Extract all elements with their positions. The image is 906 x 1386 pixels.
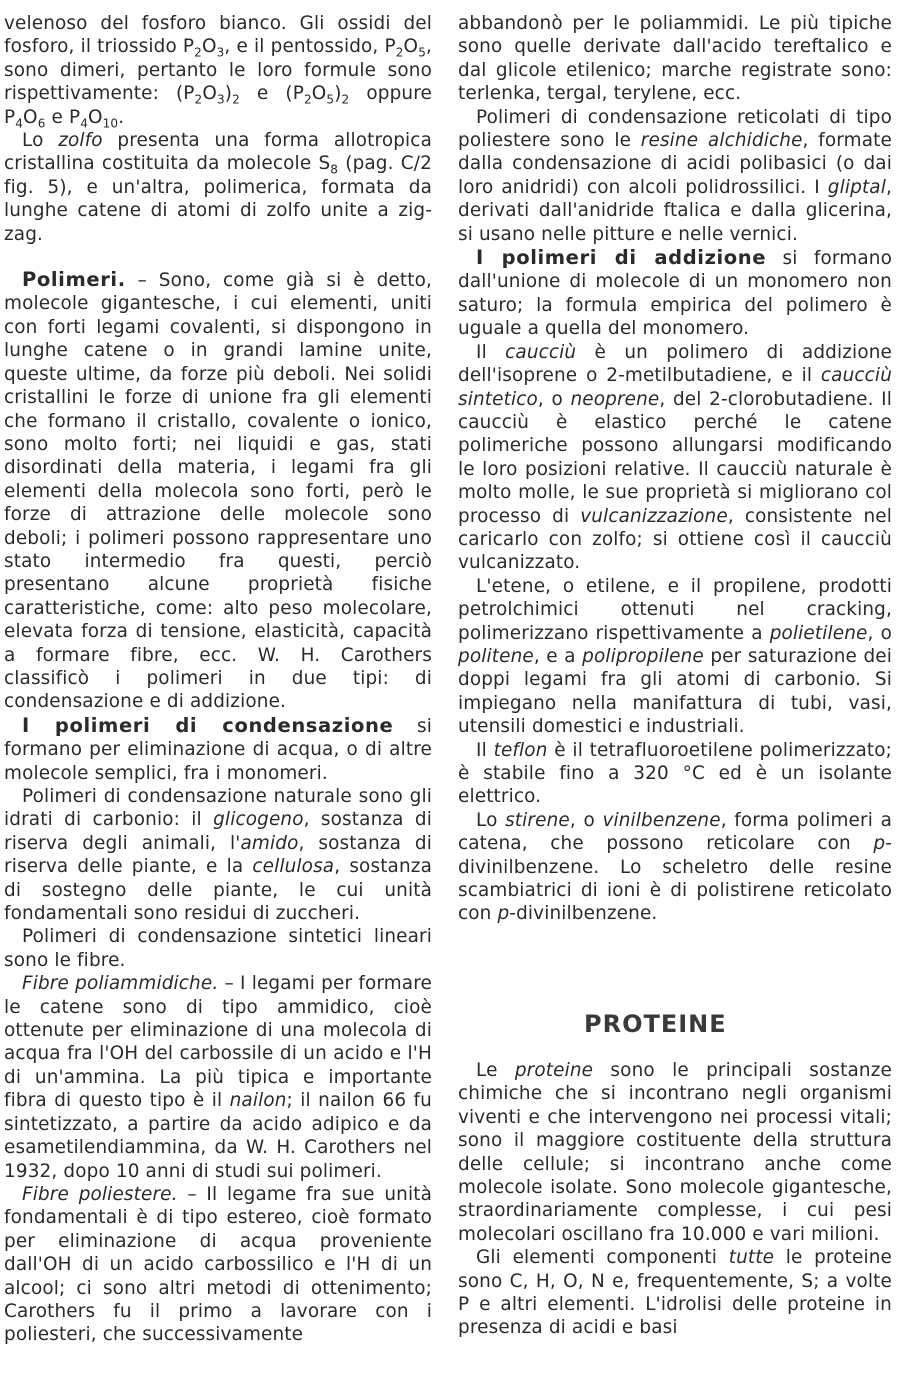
subscript: 2 <box>341 92 350 107</box>
subscript: 2 <box>194 46 202 61</box>
paragraph-synthetic-fibres <box>4 925 432 972</box>
text-run: , e a <box>533 645 583 667</box>
text-run: L'etene, o etilene, e il propilene, prodotti petrolchimici ottenuti nel cracking, polimerizzano rispettivamente a <box>458 575 892 644</box>
italic-term: stirene <box>505 809 570 831</box>
text-run: ; il nailon 66 fu sintetizzato, a partire da acido adipico e da esametilendiammina, da W. H. Carothers nel 1932, dopo 10 anni di studi sui polimeri. <box>4 1090 432 1182</box>
text-run: si formano per eliminazione di acqua, o di altre molecole semplici, fra i monomeri. <box>4 715 432 784</box>
section-title-proteine: PROTEINE <box>584 1010 727 1038</box>
text-run: O <box>311 83 327 105</box>
text-run: Lo <box>22 130 59 152</box>
paragraph-teflon <box>458 739 892 809</box>
text-run: ) <box>334 83 342 105</box>
italic-term: p <box>497 903 510 925</box>
text-run: sono le principali sostanze chimiche che si incontrano negli organismi viventi e che intervengono nei processi vitali; sono il maggiore costituente della struttura delle cellule; si incontrano anche come molecole isolate. Sono molecole gigantesche, straordinariamente complesse, i cui pesi molecolari oscillano fra 10.000 e vari milioni. <box>458 1060 892 1245</box>
italic-term: tutte <box>728 1247 775 1269</box>
paragraph-proteine-intro <box>458 1059 892 1246</box>
text-run: , sostanza di riserva degli animali, l' <box>4 809 432 854</box>
text-run: -divinilbenzene. <box>509 903 658 925</box>
right-column <box>458 12 892 926</box>
text-run: Polimeri di condensazione reticolati di tipo poliestere sono le <box>458 106 892 152</box>
paragraph-polyester-continued <box>458 12 892 106</box>
paragraph-proteine-elements <box>458 1246 892 1340</box>
italic-term: glicogeno <box>213 809 304 831</box>
paragraph-alkyd-resins <box>458 106 892 246</box>
paragraph-natural-condensation <box>4 785 432 925</box>
text-run: , sono dimeri, pertanto le loro formule sono rispettivamente: (P <box>4 36 432 105</box>
italic-term: polipropilene <box>582 645 704 667</box>
text-run: -divinilbenzene. Lo scheletro delle resine scambiatrici di ioni è di polistirene reticolato con <box>458 833 892 925</box>
right-column-proteine <box>458 1059 892 1340</box>
text-run: . <box>118 106 125 128</box>
text-run: , o <box>537 388 571 410</box>
text-run: , formate dalla condensazione di acidi polibasici (o dai loro anidridi) con alcoli polidrossilici. I <box>458 130 892 198</box>
subscript: 4 <box>15 116 24 131</box>
text-run: Polimeri di condensazione sintetici lineari sono le fibre. <box>4 926 432 971</box>
italic-term: teflon <box>493 739 548 761</box>
italic-term: resine alchidiche <box>640 130 803 152</box>
text-run: velenoso del fosforo bianco. Gli ossidi del fosforo, il triossido P <box>4 13 432 58</box>
text-run: , del 2-clorobutadiene. Il caucciù è elastico perché le catene polimeriche possono allungarsi modificando le loro posizioni relative. Il caucciù naturale è molto molle, le sue proprietà si migliorano col processo di <box>458 388 892 527</box>
subscript: 10 <box>102 116 119 131</box>
text-run: , derivati dall'anidride ftalica e dalla glicerina, si usano nelle pitture e nelle vernici. <box>458 176 892 245</box>
text-run: , sostanza di riserva delle piante, e la <box>4 832 432 878</box>
text-run: Le <box>476 1060 515 1081</box>
subscript: 5 <box>418 46 426 61</box>
subscript: 4 <box>80 116 88 131</box>
paragraph-styrene <box>458 809 892 926</box>
paragraph-phosphorus-oxides <box>4 12 432 129</box>
italic-term: proteine <box>514 1060 594 1081</box>
text-run: O <box>403 36 419 58</box>
italic-term: p <box>873 833 886 855</box>
text-run: è il tetrafluoroetilene polimerizzato; è stabile fino a 320 °C ed è un isolante elettrico. <box>458 739 892 808</box>
italic-term: amido <box>240 832 299 854</box>
text-run: Il <box>476 341 506 363</box>
text-run: Lo <box>476 809 506 831</box>
italic-subheading: Fibre poliestere. <box>22 1183 178 1205</box>
italic-term: gliptal <box>827 176 886 198</box>
italic-term: cellulosa <box>252 856 335 878</box>
subscript: 3 <box>216 92 225 107</box>
italic-term: vulcanizzazione <box>580 505 728 527</box>
italic-term: neoprene <box>570 388 660 410</box>
text-run: O <box>202 83 217 105</box>
paragraph-sulfur <box>4 129 432 246</box>
text-run: O <box>201 36 217 58</box>
text-run: , e il pentossido, P <box>224 36 396 58</box>
italic-term: caucciù sintetico <box>458 365 892 410</box>
text-run: ) <box>224 83 233 105</box>
text-run: si formano dall'unione di molecole di un monomero non saturo; la formula empirica del polimero è uguale a quella del monomero. <box>458 248 893 340</box>
subscript: 2 <box>232 92 240 107</box>
text-run: O <box>23 106 38 128</box>
italic-term: politene <box>458 645 534 667</box>
text-run: oppure P <box>4 83 432 128</box>
text-run: presenta una forma allotropica cristallina costituita da molecole S <box>4 130 432 175</box>
text-run: , sostanza di sostegno delle piante, le cui unità fondamentali sono residui di zuccheri. <box>4 856 432 925</box>
paragraph-condensation-polymers <box>4 714 432 785</box>
text-run: Gli elementi componenti <box>476 1247 729 1269</box>
italic-term: vinilbenzene <box>602 809 721 831</box>
section-heading-condensation: I polimeri di condensazione <box>22 713 394 737</box>
italic-term: nailon <box>229 1090 287 1112</box>
subscript: 2 <box>194 92 203 107</box>
subscript: 5 <box>326 92 335 107</box>
subscript: 2 <box>395 46 404 61</box>
subscript: 2 <box>303 92 312 107</box>
subscript: 8 <box>330 163 339 178</box>
section-heading-addition: I polimeri di addizione <box>476 246 767 270</box>
subscript: 3 <box>216 46 225 61</box>
italic-term: zolfo <box>58 130 103 152</box>
text-run: è un polimero di addizione dell'isoprene o 2-metilbutadiene, e il <box>458 341 892 387</box>
text-run: – I legami per formare le catene sono di tipo ammidico, cioè ottenute per eliminazione di una molecola di acqua fra l'OH del carbossile di un acido e l'H di un'ammina. La più tipica e importante fibra di questo tipo è il <box>4 973 432 1112</box>
text-run: per saturazione dei doppi legami fra gli atomi di carbonio. Si impiegano nella manifattura di tubi, vasi, utensili domestici e industriali. <box>458 645 893 738</box>
italic-subheading: Fibre poliammidiche. <box>22 973 219 995</box>
text-run: abbandonò per le poliammidi. Le più tipiche sono quelle derivate dall'acido tereftalico e dal glicole etilenico; marche registrate sono: terlenka, tergal, terylene, ecc. <box>458 13 892 105</box>
section-heading-polimeri: Polimeri. <box>22 268 126 292</box>
paragraph-polyethylene <box>458 575 892 739</box>
text-run: le proteine sono C, H, O, N e, frequentemente, S; a volte P e altri elementi. L'idrolisi delle proteine in presenza di acidi e basi <box>458 1247 892 1339</box>
text-run: , forma polimeri a catena, che possono reticolare con <box>458 809 892 855</box>
text-run: , o <box>569 809 603 831</box>
left-column <box>4 12 432 1347</box>
paragraph-addition-polymers <box>458 246 892 341</box>
paragraph-polyester-fibres <box>4 1183 432 1347</box>
text-run: – Il legame fra sue unità fondamentali è di tipo estereo, cioè formato per eliminazione di acqua proveniente dall'OH di un acido carbossilico e l'H di un alcool; ci sono altri metodi di ottenimento; Carothers fu il primo a lavorare con i poliesteri, che successivamente <box>4 1183 432 1346</box>
paragraph-polimeri <box>4 268 432 714</box>
text-run: O <box>87 106 103 128</box>
text-run: (pag. C/2 fig. 5), e un'altra, polimerica, formata da lunghe catene di atomi di zolfo unite a zig-zag. <box>4 153 432 245</box>
text-run: e (P <box>239 83 304 105</box>
subscript: 6 <box>37 116 46 131</box>
text-run: Il <box>476 739 494 761</box>
text-run: – Sono, come già si è detto, molecole gigantesche, i cui elementi, uniti con forti legami covalenti, si dispongono in lunghe catene o in grandi lamine unite, queste ultime, da forze più deboli. Nei solidi cristallini le forze di unione fra gli elementi che formano il cristallo, covalente o ionico, sono molto forti; nei liquidi e gas, stati disordinati della materia, i legami fra gli elementi della molecola sono forti, però le forze di attrazione delle molecole sono deboli; i polimeri possono rappresentare uno stato intermedio fra questi, perciò presentano alcune proprietà fisiche caratteristiche, come: alto peso molecolare, elevata forza di tensione, elasticità, capacità a formare fibre, ecc. W. H. Carothers classificò i polimeri in due tipi: di condensazione e di addizione. <box>4 270 432 713</box>
text-run: e P <box>45 106 81 128</box>
text-run: , o <box>867 622 892 644</box>
text-run: Polimeri di condensazione naturale sono gli idrati di carbonio: il <box>4 786 432 831</box>
text-run: , consistente nel caricarlo con zolfo; si ottiene così il caucciù vulcanizzato. <box>458 505 893 574</box>
paragraph-polyamide-fibres <box>4 972 432 1183</box>
italic-term: polietilene <box>769 622 868 644</box>
italic-term: caucciù <box>505 341 577 363</box>
paragraph-caucciu <box>458 341 892 575</box>
